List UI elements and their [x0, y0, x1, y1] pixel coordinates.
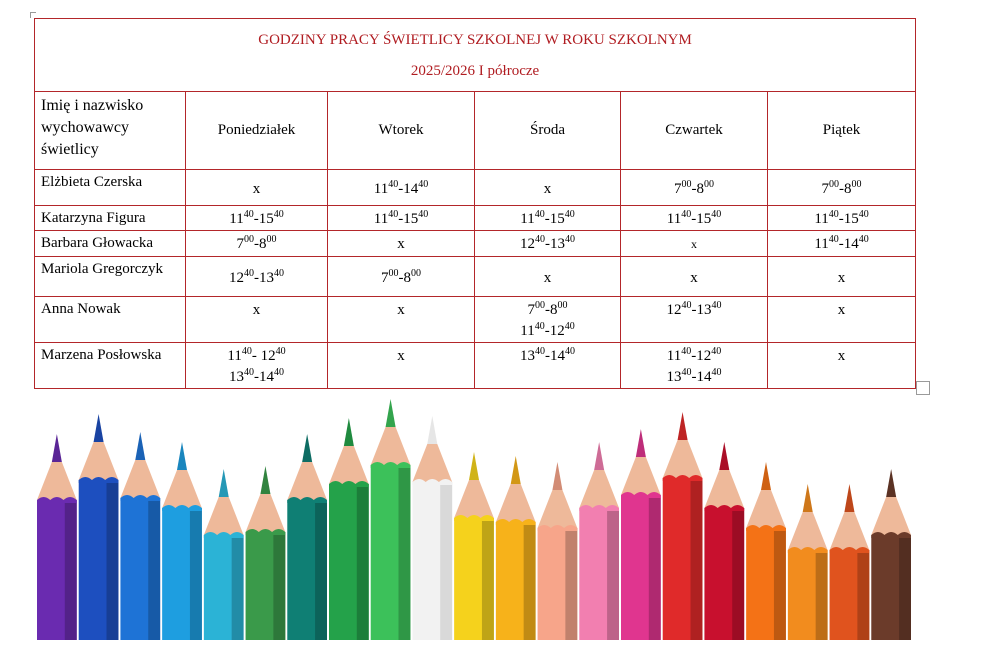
- teacher-name: Elżbieta Czerska: [35, 170, 186, 206]
- schedule-cell: [186, 343, 328, 389]
- pencil: [37, 434, 77, 640]
- pencil: [663, 412, 703, 640]
- pencil: [830, 484, 870, 640]
- hours-value: x: [252, 302, 261, 318]
- hours-value: $13^{40}-14^{40}$: [229, 367, 284, 385]
- pencil: [871, 469, 911, 640]
- schedule-rows: [35, 170, 916, 389]
- schedule-cell: [475, 231, 621, 257]
- hours-value: x: [397, 348, 405, 364]
- schedule-cell: [475, 206, 621, 231]
- pencil: [329, 418, 369, 640]
- teacher-name: Anna Nowak: [35, 297, 186, 343]
- teacher-name: Barbara Głowacka: [35, 231, 186, 257]
- hours-value: x: [837, 348, 846, 364]
- pencil: [371, 399, 411, 640]
- schedule-cell: [186, 257, 328, 297]
- schedule-cell: [186, 206, 328, 231]
- colored-pencils-image: [36, 394, 912, 640]
- hours-value: $13^{40}-14^{40}$: [520, 346, 575, 364]
- pencil: [412, 416, 452, 640]
- hours-value: $7^{00}-8^{00}$: [674, 178, 714, 197]
- schedule-cell: [328, 206, 475, 231]
- schedule-cell: [328, 257, 475, 297]
- day-header-monday: Poniedziałek: [186, 92, 328, 170]
- title-line-1: GODZINY PRACY ŚWIETLICY SZKOLNEJ W ROKU SZKOLNYM: [258, 32, 692, 48]
- pencil: [246, 466, 286, 640]
- schedule-table: [34, 18, 916, 389]
- hours-value: $11^{40}-15^{40}$: [229, 209, 284, 227]
- schedule-cell: [621, 231, 768, 257]
- name-header-line-1: Imię i nazwisko: [41, 97, 144, 114]
- pencil: [287, 434, 327, 640]
- hours-value: x: [690, 269, 698, 286]
- hours-value: $12^{40}-13^{40}$: [229, 267, 284, 286]
- hours-value: $7^{00}-8^{00}$: [381, 267, 421, 286]
- pencil: [621, 429, 661, 640]
- table-row: [35, 206, 916, 231]
- table-row: [35, 231, 916, 257]
- pencil: [204, 469, 244, 640]
- hours-value: x: [252, 180, 261, 197]
- pencil: [496, 456, 536, 640]
- schedule-cell: [768, 231, 916, 257]
- hours-value: $11^{40}-12^{40}$: [520, 321, 575, 339]
- schedule-cell: [768, 206, 916, 231]
- schedule-cell: [186, 170, 328, 206]
- table-row: [35, 170, 916, 206]
- schedule-cell: [621, 206, 768, 231]
- hours-value: $11^{40}-15^{40}$: [520, 209, 575, 227]
- schedule-cell: [768, 297, 916, 343]
- pencil: [579, 442, 619, 640]
- pencil: [538, 462, 578, 640]
- schedule-cell: [621, 257, 768, 297]
- hours-value: $7^{00}-8^{00}$: [236, 234, 277, 252]
- day-header-thursday: Czwartek: [621, 92, 768, 170]
- pencil: [788, 484, 828, 640]
- schedule-cell: [328, 170, 475, 206]
- hours-value: $11^{40}-$ $12^{40}$: [227, 346, 286, 364]
- pencil: [454, 452, 494, 640]
- schedule-cell: [621, 343, 768, 389]
- schedule-cell: [475, 170, 621, 206]
- hours-value: $11^{40}-15^{40}$: [666, 209, 722, 227]
- table-title: [35, 19, 916, 92]
- hours-value: x: [397, 236, 405, 252]
- hours-value: $13^{40}-14^{40}$: [666, 367, 722, 385]
- name-column-header: [35, 92, 186, 170]
- schedule-cell: [186, 297, 328, 343]
- hours-value: x: [543, 180, 552, 197]
- hours-value: x: [397, 302, 405, 318]
- pencil: [704, 442, 744, 640]
- teacher-name: Marzena Posłowska: [35, 343, 186, 389]
- schedule-cell: [475, 343, 621, 389]
- pencil: [162, 442, 202, 640]
- hours-value: $11^{40}-14^{40}$: [373, 178, 429, 197]
- name-header-line-2: wychowawcy: [41, 119, 129, 136]
- hours-value: $12^{40}-13^{40}$: [666, 300, 722, 318]
- hours-value: $7^{00}-8^{00}$: [527, 300, 568, 318]
- schedule-cell: [768, 257, 916, 297]
- day-header-wednesday: Środa: [475, 92, 621, 170]
- hours-value: x: [691, 237, 697, 251]
- pencil: [79, 414, 119, 640]
- schedule-cell: [621, 170, 768, 206]
- hours-value: x: [543, 269, 552, 286]
- table-row: [35, 297, 916, 343]
- name-header-line-3: świetlicy: [41, 141, 99, 158]
- schedule-cell: [768, 170, 916, 206]
- schedule-cell: [328, 231, 475, 257]
- hours-value: $7^{00}-8^{00}$: [821, 178, 862, 197]
- hours-value: $11^{40}-12^{40}$: [666, 346, 722, 364]
- resize-handle[interactable]: [916, 381, 930, 395]
- schedule-cell: [621, 297, 768, 343]
- title-line-2: 2025/2026 I półrocze: [410, 63, 540, 79]
- pencil: [120, 432, 160, 640]
- pencil: [746, 462, 786, 640]
- table-row: [35, 343, 916, 389]
- schedule-cell: [475, 297, 621, 343]
- teacher-name: Katarzyna Figura: [35, 206, 186, 231]
- day-header-friday: Piątek: [768, 92, 916, 170]
- teacher-name: Mariola Gregorczyk: [35, 257, 186, 297]
- hours-value: $12^{40}-13^{40}$: [520, 234, 575, 252]
- schedule-cell: [328, 297, 475, 343]
- hours-value: $11^{40}-15^{40}$: [373, 209, 429, 227]
- schedule-cell: [475, 257, 621, 297]
- hours-value: x: [837, 269, 846, 286]
- table-row: [35, 257, 916, 297]
- day-header-tuesday: Wtorek: [328, 92, 475, 170]
- header-row: [35, 92, 916, 170]
- schedule-cell: [328, 343, 475, 389]
- hours-value: $11^{40}-14^{40}$: [814, 234, 869, 252]
- schedule-cell: [768, 343, 916, 389]
- schedule-cell: [186, 231, 328, 257]
- hours-value: $11^{40}-15^{40}$: [814, 209, 869, 227]
- hours-value: x: [837, 302, 846, 318]
